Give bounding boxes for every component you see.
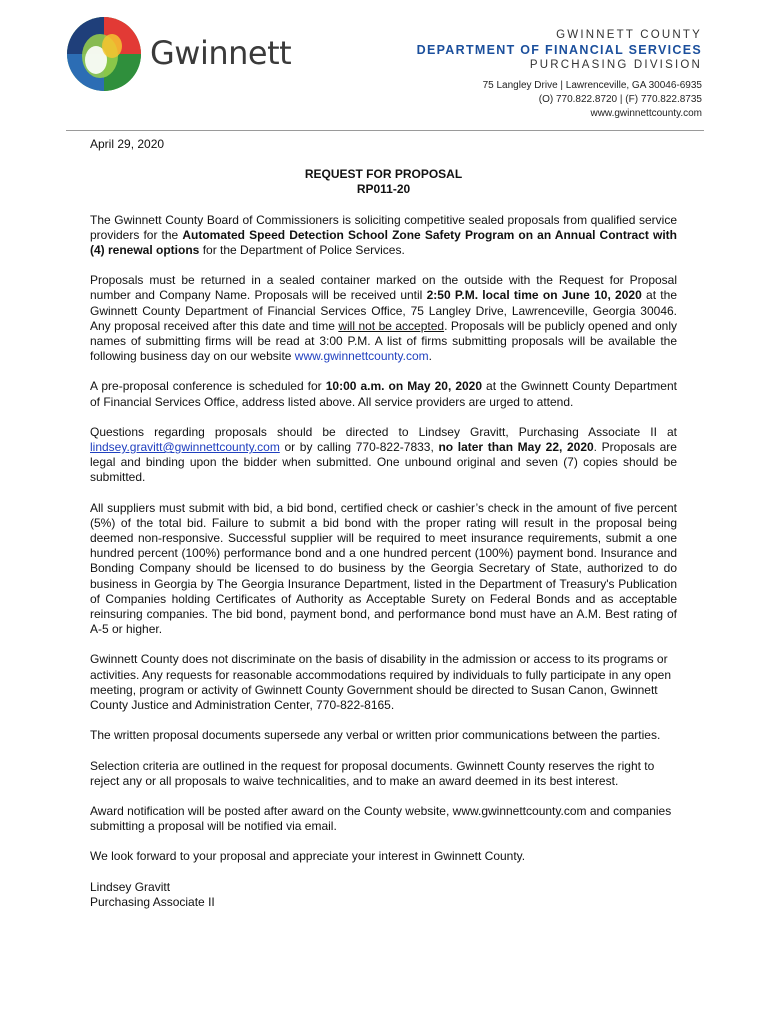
paragraph-selection: Selection criteria are outlined in the request for proposal documents. Gwinnett County reserves the right to reject any or all proposals to waive technicalities, and to make an award deemed in its best interest. <box>90 758 655 788</box>
p2-text-e: . Proposals will be publicly opened and only names of submitting firms will be read at 3:00 P.M. A list of firms submitting proposals will be available the following business day on our website <box>90 318 677 364</box>
paragraph-nondiscrimination: Gwinnett County does not discriminate on the basis of disability in the admission or access to its programs or activities. Any requests for reasonable accommodations required by individuals to fully participate in any open meeting, program or activity of Gwinnett County Government should be directed to Susan Canon, Gwinnett County Justice and Administration Center, 770-822-8165. <box>90 652 671 713</box>
division-name: PURCHASING DIVISION <box>529 59 702 71</box>
paragraph-award: Award notification will be posted after award on the County website, www.gwinnettcounty.com and companies submitting a proposal will be notified via email. <box>90 803 672 834</box>
signature-block <box>90 880 677 910</box>
paragraph-conference <box>90 379 677 409</box>
department-block <box>417 28 702 72</box>
p1-text-c: for the Department of Police Services. <box>199 243 405 258</box>
p1-bold: Automated Speed Detection School Zone Safety Program on an Annual Contract with (4) renewal options <box>90 227 677 258</box>
signature-name: Lindsey Gravitt <box>90 879 171 894</box>
p3-text-c: at the Gwinnett County Department of Financial Services Office, address listed above. All service providers are urged to attend. <box>90 379 677 409</box>
paragraph-submission <box>90 273 677 364</box>
letter-heading <box>90 167 677 197</box>
p4-bold: no later than May 22, 2020 <box>438 440 594 455</box>
p2-text-a: Proposals must be returned in a sealed container marked on the outside with the Request for Proposal number and Company Name. Proposals will be received until <box>90 273 677 303</box>
signature-title: Purchasing Associate II <box>90 894 215 909</box>
paragraph-supersede: The written proposal documents supersede any verbal or written prior communications between the parties. <box>90 728 661 743</box>
gwinnett-logo-icon <box>66 16 142 92</box>
website-link[interactable]: www.gwinnettcounty.com <box>294 349 429 364</box>
logo-wordmark: Gwinnett <box>150 34 292 72</box>
rfp-number: RP011-20 <box>356 182 411 197</box>
p3-text-a: A pre-proposal conference is scheduled for <box>90 379 326 394</box>
website-line[interactable]: www.gwinnettcounty.com <box>590 108 702 119</box>
email-link[interactable]: lindsey.gravitt@gwinnettcounty.com <box>90 440 280 455</box>
paragraph-intro <box>90 213 677 259</box>
letter-title: REQUEST FOR PROPOSAL <box>304 167 463 182</box>
paragraph-closing: We look forward to your proposal and appreciate your interest in Gwinnett County. <box>90 849 526 864</box>
p1-text-a: The Gwinnett County Board of Commissioners is soliciting competitive sealed proposals from qualified service providers for the <box>90 212 677 242</box>
p2-underline: will not be accepted <box>338 318 445 333</box>
p2-text-f: . <box>428 349 432 364</box>
p4-text-d: . Proposals are legal and binding upon the bidder when submitted. One unbound original and seven (7) copies should be submitted. <box>90 440 677 485</box>
address-line: 75 Langley Drive | Lawrenceville, GA 30046-6935 <box>482 80 702 91</box>
paragraph-questions <box>90 425 677 486</box>
letter-date: April 29, 2020 <box>90 137 165 151</box>
paragraph-bonds: All suppliers must submit with bid, a bid bond, certified check or cashier’s check in the amount of five percent (5%) of the total bid. Failure to submit a bid bond with the proper rating will result in the proposal being deemed non-responsive. Successful supplier will be required to meet insurance requirements, submit a one hundred percent (100%) performance bond and a one hundred percent (100%) payment bond. Insurance and Bonding Company should be licensed to do business by the Georgia Secretary of State, authorized to do business in Georgia by The Georgia Insurance Department, listed in the Department of Treasury's Publication of Companies holding Certificates of Authority as Acceptable Surety on Federal Bonds and as acceptable reinsuring companies. The bid bond, payment bond, and performance bond must have an A.M. Best rating of A-5 or higher. <box>90 500 677 637</box>
contact-block <box>483 79 702 121</box>
letter-body <box>90 137 677 910</box>
department-name: DEPARTMENT OF FINANCIAL SERVICES <box>416 43 702 57</box>
header-divider <box>66 130 704 131</box>
p2-deadline: 2:50 P.M. local time on June 10, 2020 <box>426 288 642 303</box>
p2-text-c: at the Gwinnett County Department of Financial Services Office, 75 Langley Drive, Lawrenceville, Georgia 30046. Any proposal received after this date and time <box>90 288 677 333</box>
p4-text-b: or by calling 770-822-7833, <box>279 440 439 455</box>
p3-bold: 10:00 a.m. on May 20, 2020 <box>325 379 483 394</box>
phone-line: (O) 770.822.8720 | (F) 770.822.8735 <box>538 94 702 105</box>
county-name: GWINNETT COUNTY <box>556 29 702 41</box>
p4-text-a: Questions regarding proposals should be directed to Lindsey Gravitt, Purchasing Associate II at <box>90 424 677 439</box>
